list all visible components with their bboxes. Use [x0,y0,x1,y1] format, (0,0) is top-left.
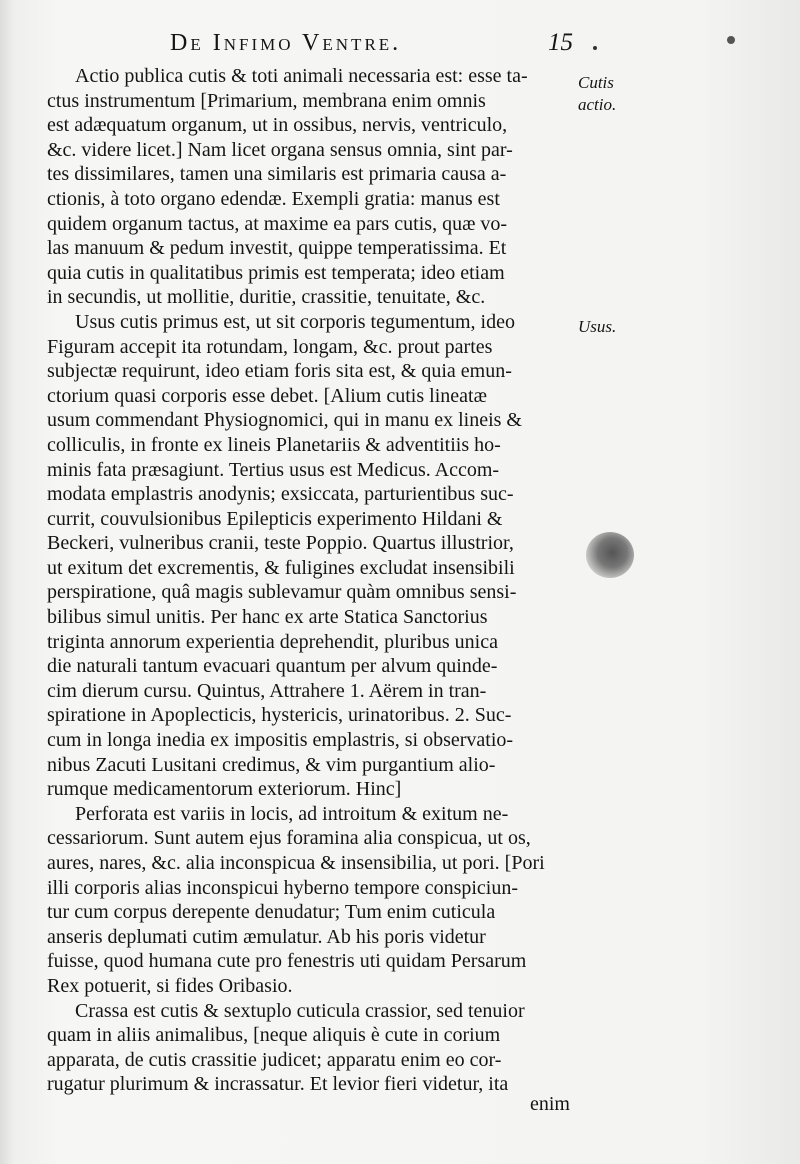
text-line: cessariorum. Sunt autem ejus foramina alia conspicua, ut os, [47,827,531,850]
running-head [170,30,590,62]
text-line: illi corporis alias inconspicui hyberno tempore conspiciun- [47,876,518,899]
text-line: quia cutis in qualitatibus primis est temperata; ideo etiam [47,261,505,284]
running-title: De Infimo Ventre. [170,30,402,56]
text-line: nibus Zacuti Lusitani credimus, & vim purgantium alio- [47,753,496,776]
text-line: &c. videre licet.] Nam licet organa sensus omnia, sint par- [47,138,513,161]
text-line: est adæquatum organum, ut in ossibus, nervis, ventriculo, [47,114,508,137]
text-line: die naturali tantum evacuari quantum per alvum quinde- [47,655,498,678]
catchword: enim [530,1093,570,1115]
text-line: Figuram accepit ita rotundam, longam, &c. prout partes [47,335,493,358]
text-line: Usus cutis primus est, ut sit corporis tegumentum, ideo [75,310,515,333]
text-line: Beckeri, vulneribus cranii, teste Poppio. Quartus illustrior, [47,532,514,555]
text-line: tes dissimilares, tamen una similaris est primaria causa a- [47,163,507,186]
text-line: Rex potuerit, si fides Oribasio. [47,974,293,997]
text-line: in secundis, ut mollitie, duritie, crassitie, tenuitate, &c. [47,286,486,309]
text-line: fuisse, quod humana cute pro fenestris uti quidam Persarum [47,950,527,973]
text-line: ctionis, à toto organo edendæ. Exempli gratia: manus est [47,187,500,210]
text-line: perspiratione, quâ magis sublevamur quàm omnibus sensi- [47,581,517,604]
ink-speck [727,36,735,44]
text-line: currit, couvulsionibus Epilepticis experimento Hildani & [47,507,503,530]
body-text [47,64,569,1097]
text-line: triginta annorum experientia deprehendit, pluribus unica [47,630,498,653]
text-line: subjectæ requirunt, ideo etiam foris sita est, & quia emun- [47,360,512,383]
text-line: quidem organum tactus, at maxime ea pars cutis, quæ vo- [47,212,508,235]
text-line: cum in longa inedia ex impositis emplastris, si observatio- [47,729,514,752]
text-line: quam in aliis animalibus, [neque aliquis è cute in corium [47,1024,501,1047]
ink-stain [586,532,634,578]
text-line: usum commendant Physiognomici, qui in manu ex lineis & [47,409,522,432]
text-line: rumque medicamentorum exteriorum. Hinc] [47,778,402,801]
text-line: anseris deplumati cutim æmulatur. Ab his poris videtur [47,925,486,948]
text-line: Crassa est cutis & sextuplo cuticula crassior, sed tenuior [75,999,525,1022]
text-line: apparata, de cutis crassitie judicet; apparatu enim eo cor- [47,1048,502,1071]
text-line: ut exitum det excrementis, & fuligines excludat insensibili [47,556,515,579]
text-line: spiratione in Apoplecticis, hystericis, urinatoribus. 2. Suc- [47,704,512,727]
text-line: Actio publica cutis & toti animali necessaria est: esse ta- [75,65,528,87]
text-line: modata emplastris anodynis; exsiccata, parturientibus suc- [47,483,514,506]
text-line: ctorium quasi corporis esse debet. [Alium cutis lineatæ [47,384,487,407]
text-line: cim dierum cursu. Quintus, Attrahere 1. Aërem in tran- [47,679,487,702]
text-line: aures, nares, &c. alia inconspicua & insensibilia, ut pori. [Pori [47,852,545,874]
text-line: tur cum corpus derepente denudatur; Tum enim cuticula [47,901,496,924]
page-number: 15 [548,29,573,56]
text-line: colliculis, in fronte ex lineis Planetariis & adventitiis ho- [47,433,501,456]
text-line: rugatur plurimum & incrassatur. Et levior fieri videtur, ita [47,1073,509,1096]
margin-note-cutis-actio: Cutis actio. [578,73,617,114]
text-line: Perforata est variis in locis, ad introitum & exitum ne- [75,802,509,825]
margin-note-usus: Usus. [578,317,617,336]
text-line: las manuum & pedum investit, quippe temperatissima. Et [47,237,507,260]
text-line: minis fata præsagiunt. Tertius usus est Medicus. Accom- [47,458,500,481]
ink-speck [593,46,597,50]
text-line: bilibus simul unitis. Per hanc ex arte Statica Sanctorius [47,606,488,629]
text-line: ctus instrumentum [Primarium, membrana enim omnis [47,89,486,112]
